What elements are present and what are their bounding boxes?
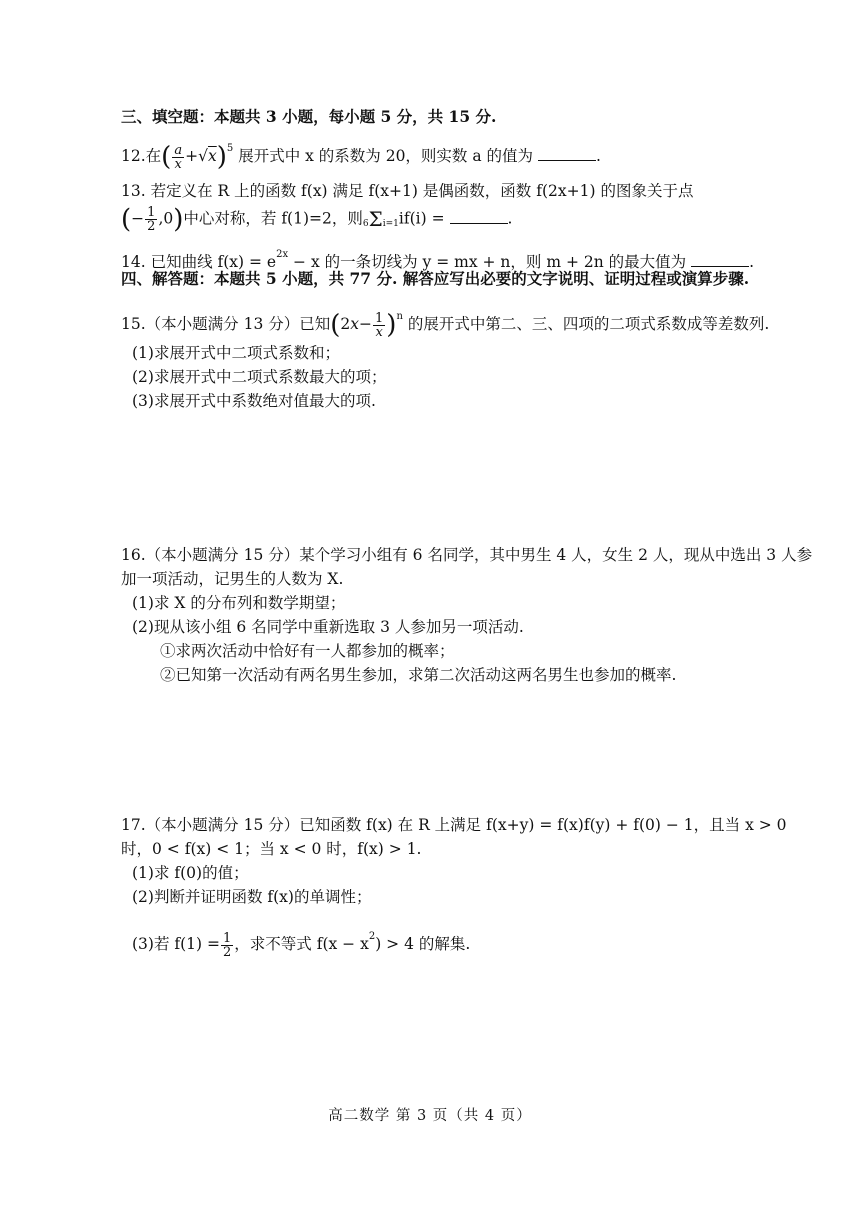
question-16-line2: 加一项活动，记男生的人数为 X. [121, 570, 344, 588]
sum-lower-limit: i=1 [382, 218, 399, 229]
paren-left: ( [330, 310, 341, 340]
sum-upper-limit: 6 [362, 218, 369, 229]
q14-text-b: − x 的一条切线为 y = mx + n，则 m + 2n 的最大值为 [288, 253, 687, 271]
q12-end: . [595, 147, 601, 165]
q12-prefix: 在 [145, 147, 162, 165]
q15-item-1: (1)求展开式中二项式系数和； [132, 344, 340, 362]
paren-left: ( [121, 204, 132, 235]
q17-item-3 [132, 926, 470, 959]
q13-end: . [507, 209, 513, 228]
fraction-a-over-x: $\frac{a}{x}$ [174, 142, 183, 172]
answer-blank[interactable] [691, 250, 749, 267]
q12-text: 展开式中 x 的系数为 20，则实数 a 的值为 [238, 147, 534, 165]
summation-symbol: 6Σi=1 [362, 206, 399, 231]
fraction-one-over-x: $\frac{1}{x}$ [375, 310, 384, 340]
section-header-fill-blank: 三、填空题：本题共 3 小题，每小题 5 分，共 15 分. [121, 107, 497, 126]
q17-square: 2 [368, 931, 376, 942]
paren-right: ) [386, 310, 397, 340]
q16-subitem-1: ①求两次活动中恰好有一人都参加的概率； [160, 642, 455, 660]
q16-item-1: (1)求 X 的分布列和数学期望； [132, 594, 346, 612]
q15-item-3: (3)求展开式中系数绝对值最大的项. [132, 392, 376, 410]
q17-item3-suffix: ，求不等式 f(x − x [234, 935, 369, 953]
fraction-one-half: $\frac{1}{2}$ [147, 205, 156, 234]
q15-exponent: n [396, 311, 403, 322]
question-16-line1: 16.（本小题满分 15 分）某个学习小组有 6 名同学，其中男生 4 人，女生 2 人，现从中选出 3 人参 [121, 546, 813, 564]
page-footer: 高二数学 第 3 页（共 4 页） [328, 1108, 532, 1124]
q16-item-2: (2)现从该小组 6 名同学中重新选取 3 人参加另一项活动. [132, 618, 524, 636]
answer-blank[interactable] [450, 207, 508, 224]
q16-subitem-2: ②已知第一次活动有两名男生参加，求第二次活动这两名男生也参加的概率. [160, 666, 677, 684]
q13-mid: 中心对称，若 f(1)=2，则 [183, 209, 363, 228]
q14-end: . [749, 253, 755, 271]
section-header-answer: 四、解答题：本题共 5 小题，共 77 分. 解答应写出必要的文字说明、证明过程或演算步骤. [121, 269, 750, 288]
q14-exponent: 2x [276, 249, 289, 260]
fraction-one-half: $\frac{1}{2}$ [223, 930, 232, 960]
q15-suffix: 的展开式中第二、三、四项的二项式系数成等差数列. [407, 315, 770, 333]
paren-left: ( [161, 142, 172, 172]
question-12: 12.在( $\frac{a}{x}$ +√x)$^5$ 展开式中 x 的系数为 20，则实数 a 的值为 . [121, 142, 601, 172]
question-17-line1: 17.（本小题满分 15 分）已知函数 f(x) 在 R 上满足 f(x+y) = f(x)f(y) + f(0) − 1，且当 x > 0 [121, 816, 787, 834]
q15-prefix: 15.（本小题满分 13 分）已知 [121, 315, 331, 333]
q17-item3-end: ) > 4 的解集. [375, 935, 471, 953]
q15-item-2: (2)求展开式中二项式系数最大的项； [132, 368, 387, 386]
answer-blank[interactable] [538, 144, 596, 161]
question-17-line2: 时，0 < f(x) < 1；当 x < 0 时，f(x) > 1. [121, 840, 422, 858]
question-13-line1: 13. 若定义在 R 上的函数 f(x) 满足 f(x+1) 是偶函数，函数 f(2x+1) 的图象关于点 [121, 182, 694, 200]
q17-item-2: (2)判断并证明函数 f(x)的单调性； [132, 888, 372, 906]
q17-item-1: (1)求 f(0)的值； [132, 864, 249, 882]
q14-text-a: 14. 已知曲线 f(x) = e [121, 253, 277, 271]
paren-right: ) [173, 204, 184, 235]
q17-item3-prefix: (3)若 f(1) = [132, 935, 220, 953]
question-15: 15.（本小题满分 13 分）已知(2x− $\frac{1}{x}$ )$^n$ 的展开式中第二、三、四项的二项式系数成等差数列. [121, 310, 770, 340]
q13-tail: if(i) = [398, 209, 445, 228]
question-13-line2: (− $\frac{1}{2}$ ,0)中心对称，若 f(1)=2，则6Σi=1if(i) = . [121, 204, 513, 235]
q12-exponent: 5 [226, 143, 234, 154]
paren-right: ) [216, 142, 227, 172]
q12-number: 12. [121, 147, 146, 165]
